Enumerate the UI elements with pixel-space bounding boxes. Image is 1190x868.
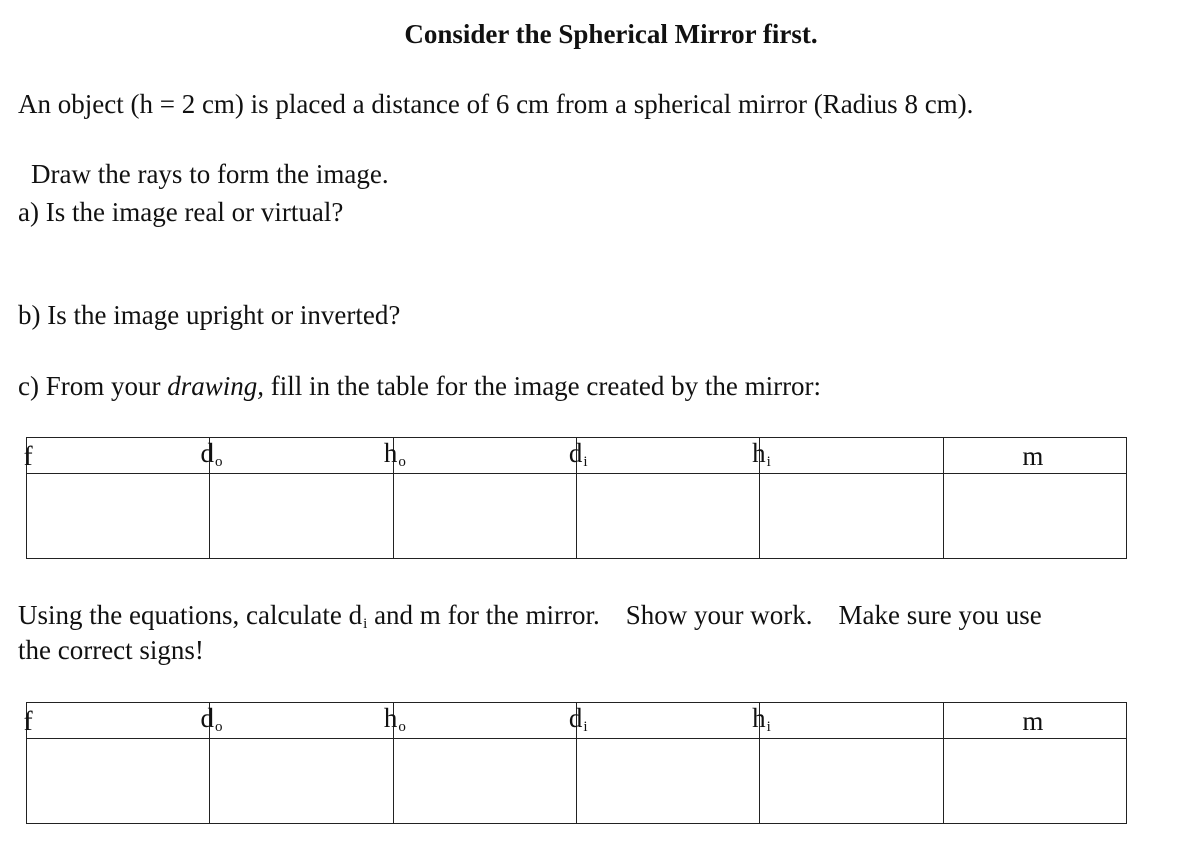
answer-cell-ho[interactable] bbox=[393, 739, 576, 824]
table-answer-row bbox=[27, 739, 1127, 824]
question-c bbox=[18, 370, 821, 402]
header-m: m bbox=[943, 703, 1126, 739]
header-hi: hi bbox=[760, 438, 943, 474]
answer-cell-di[interactable] bbox=[576, 739, 759, 824]
header-m: m bbox=[943, 438, 1126, 474]
header-di: di bbox=[576, 703, 759, 739]
header-do: do bbox=[210, 438, 393, 474]
answer-cell-m[interactable] bbox=[943, 474, 1126, 559]
question-b: b) Is the image upright or inverted? bbox=[18, 300, 401, 330]
header-ho: ho bbox=[393, 703, 576, 739]
question-c-suffix: fill in the table for the image created by the mirror: bbox=[264, 371, 822, 401]
header-f: f bbox=[27, 703, 210, 739]
answer-cell-ho[interactable] bbox=[393, 474, 576, 559]
draw-instruction: Draw the rays to form the image. bbox=[31, 159, 389, 189]
page-title: Consider the Spherical Mirror first. bbox=[404, 19, 818, 49]
answer-cell-do[interactable] bbox=[210, 474, 393, 559]
answer-cell-do[interactable] bbox=[210, 739, 393, 824]
header-ho: ho bbox=[393, 438, 576, 474]
header-f: f bbox=[27, 438, 210, 474]
drawing-results-table bbox=[23, 437, 1127, 559]
answer-cell-m[interactable] bbox=[943, 739, 1126, 824]
table-answer-row bbox=[27, 474, 1127, 559]
header-di: di bbox=[576, 438, 759, 474]
answer-cell-di[interactable] bbox=[576, 474, 759, 559]
answer-cell-f[interactable] bbox=[27, 474, 210, 559]
calculation-results-table bbox=[23, 702, 1127, 824]
header-hi: hi bbox=[760, 703, 943, 739]
table-header-row bbox=[27, 703, 1127, 739]
problem-statement: An object (h = 2 cm) is placed a distance of 6 cm from a spherical mirror (Radius 8 cm). bbox=[18, 89, 974, 119]
header-do: do bbox=[210, 703, 393, 739]
answer-cell-hi[interactable] bbox=[760, 474, 943, 559]
question-a: a) Is the image real or virtual? bbox=[18, 197, 344, 227]
answer-cell-f[interactable] bbox=[27, 739, 210, 824]
equations-instruction-line2: the correct signs! bbox=[18, 635, 204, 665]
equations-instruction: Using the equations, calculate di and m for the mirror. Show your work. Make sure you use bbox=[18, 600, 1042, 632]
question-c-prefix: c) From your bbox=[18, 371, 168, 401]
question-c-emphasis: drawing, bbox=[167, 371, 265, 401]
table-header-row bbox=[27, 438, 1127, 474]
answer-cell-hi[interactable] bbox=[760, 739, 943, 824]
